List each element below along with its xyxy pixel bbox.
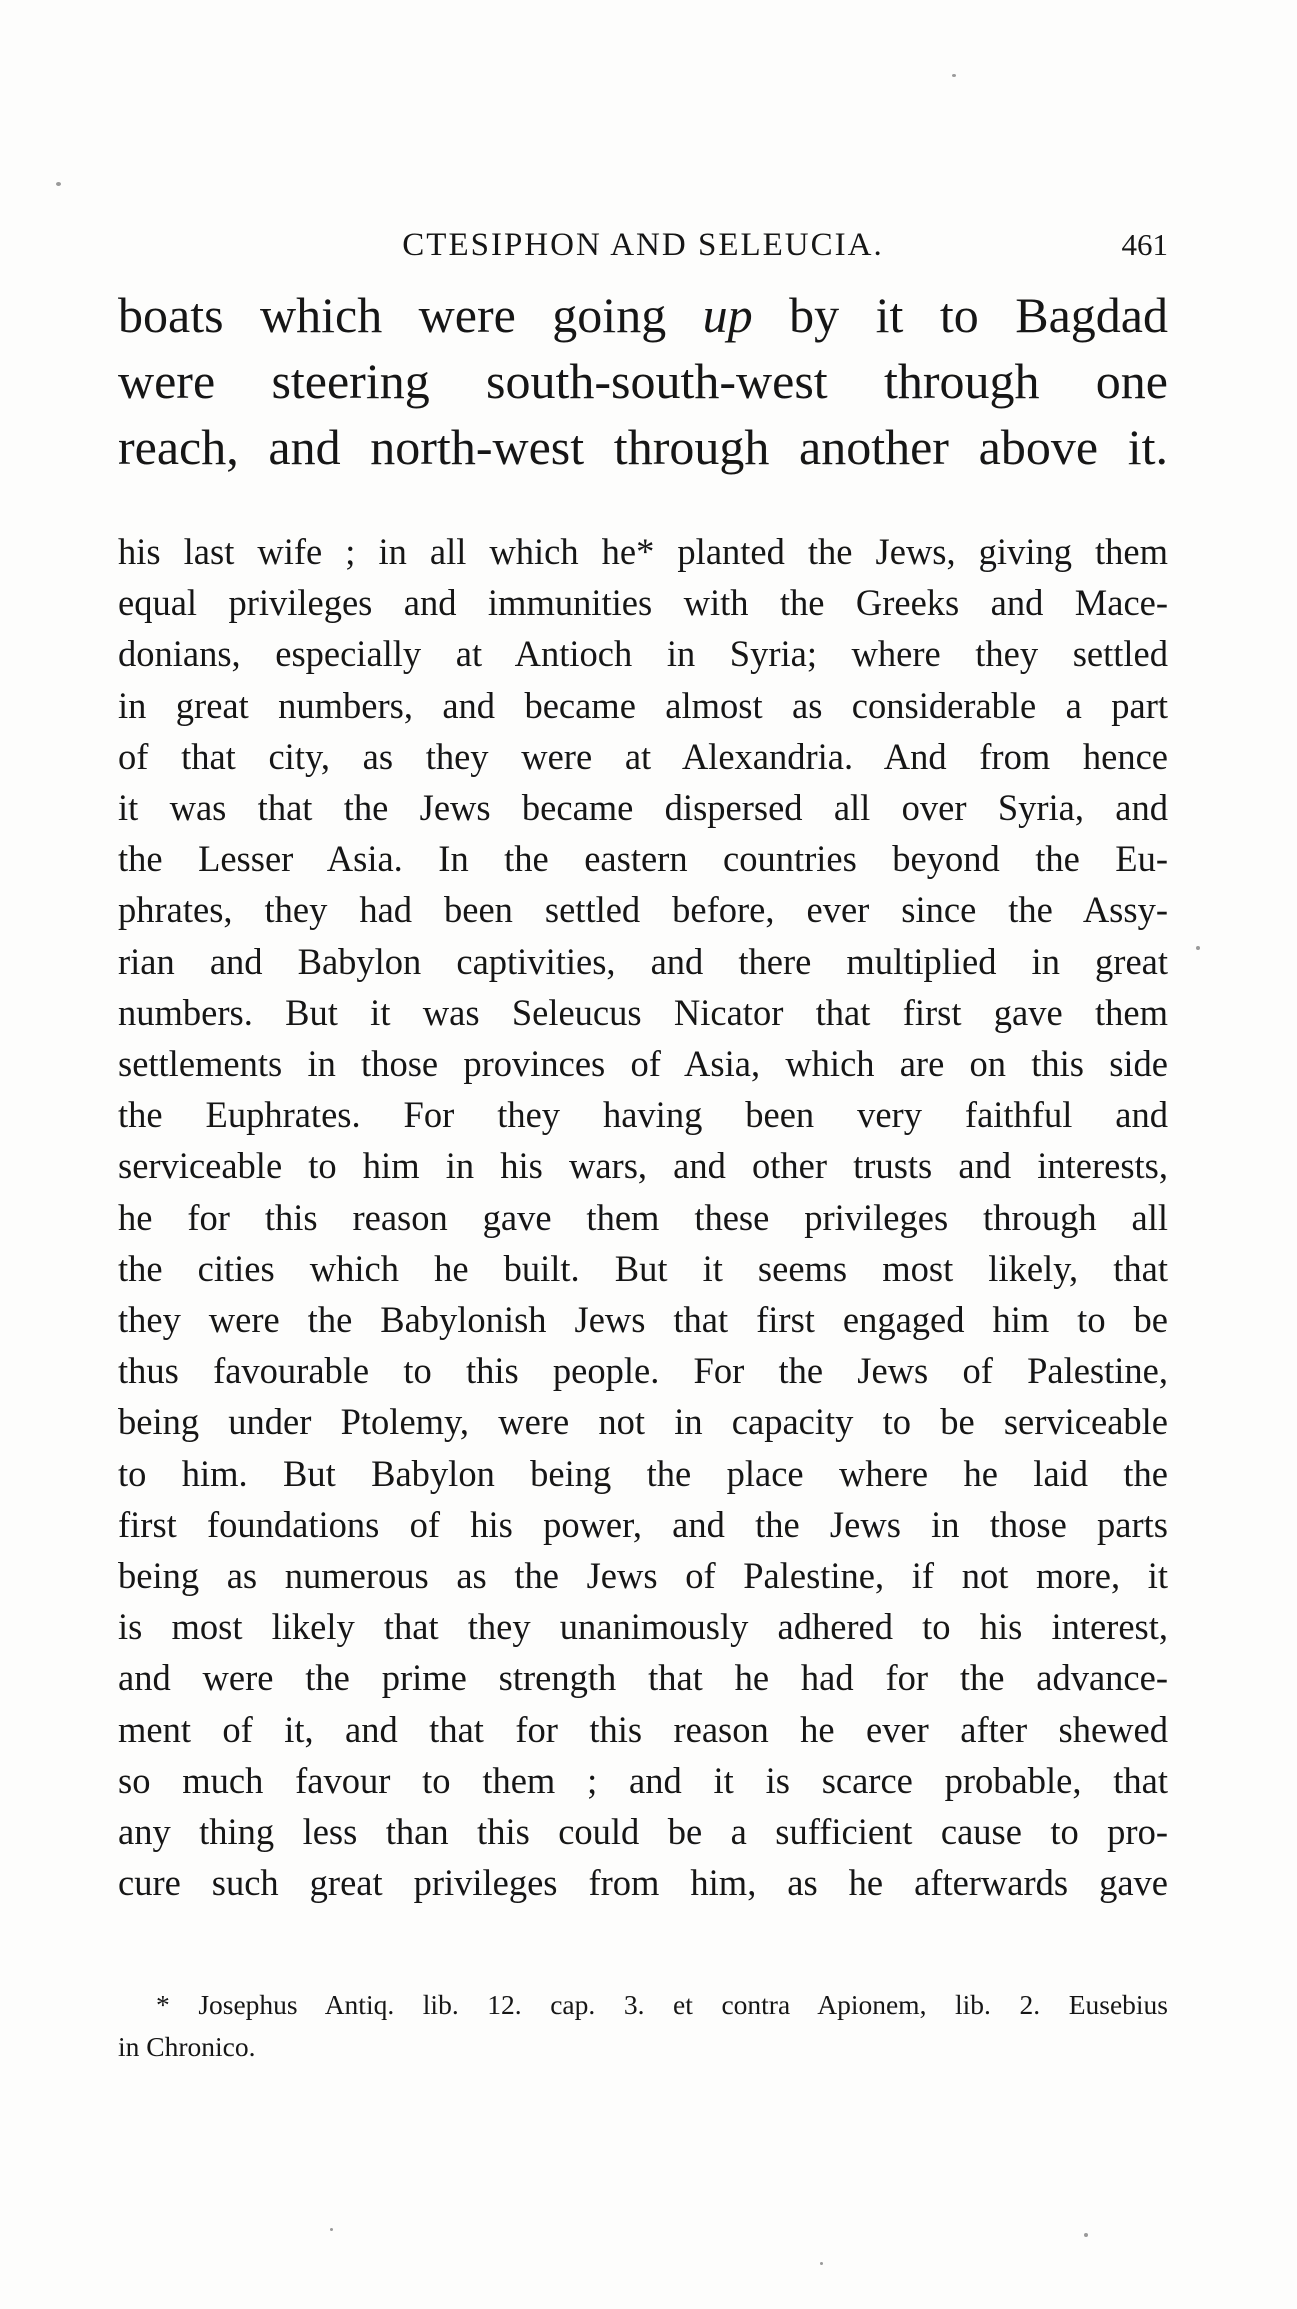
footnote bbox=[118, 1984, 1168, 2068]
body-line: the Euphrates. For they having been very faithful and bbox=[118, 1094, 1168, 1136]
body-line: he for this reason gave them these privileges through all bbox=[118, 1196, 1168, 1238]
footnote-line: * Josephus Antiq. lib. 12. cap. 3. et contra Apionem, lib. 2. Eusebius bbox=[156, 1989, 1168, 2020]
body-line: of that city, as they were at Alexandria. And from hence bbox=[118, 735, 1168, 777]
body-line: thus favourable to this people. For the Jews of Palestine, bbox=[118, 1350, 1168, 1392]
body-line: the cities which he built. But it seems most likely, that bbox=[118, 1247, 1168, 1289]
paper-speck bbox=[952, 74, 956, 77]
body-line: donians, especially at Antioch in Syria; where they settled bbox=[118, 633, 1168, 675]
body-line: his last wife ; in all which he* planted the Jews, giving them bbox=[118, 531, 1168, 572]
lead-text-segment: by it to Bagdad bbox=[752, 287, 1168, 343]
footnote-line: in Chronico. bbox=[118, 2031, 256, 2062]
body-line: any thing less than this could be a sufficient cause to pro- bbox=[118, 1811, 1168, 1853]
body-line: the Lesser Asia. In the eastern countries beyond the Eu- bbox=[118, 838, 1168, 880]
body-line: phrates, they had been settled before, ever since the Assy- bbox=[118, 889, 1168, 931]
body-line: cure such great privileges from him, as he afterwards gave bbox=[118, 1862, 1168, 1904]
lead-line: reach, and north-west through another above it. bbox=[118, 419, 1168, 475]
body-line: rian and Babylon captivities, and there multiplied in great bbox=[118, 940, 1168, 982]
body-line: ment of it, and that for this reason he ever after shewed bbox=[118, 1708, 1168, 1750]
page-number: 461 bbox=[1121, 227, 1168, 262]
body-line: equal privileges and immunities with the Greeks and Mace- bbox=[118, 582, 1168, 624]
lead-text-segment: boats which were going bbox=[118, 287, 703, 343]
body-line: being as numerous as the Jews of Palestine, if not more, it bbox=[118, 1555, 1168, 1597]
body-line: they were the Babylonish Jews that first engaged him to be bbox=[118, 1299, 1168, 1341]
paper-speck bbox=[1084, 2233, 1088, 2237]
body-line: and were the prime strength that he had for the advance- bbox=[118, 1657, 1168, 1699]
paper-speck bbox=[1196, 946, 1200, 950]
body-paragraph bbox=[118, 526, 1168, 1908]
body-line: first foundations of his power, and the Jews in those parts bbox=[118, 1503, 1168, 1545]
lead-italic-word: up bbox=[702, 287, 753, 343]
lead-line bbox=[118, 282, 1168, 348]
body-line: being under Ptolemy, were not in capacity to be serviceable bbox=[118, 1401, 1168, 1443]
running-head bbox=[118, 222, 1168, 268]
running-title: CTESIPHON AND SELEUCIA. bbox=[402, 227, 884, 263]
body-line: to him. But Babylon being the place where he laid the bbox=[118, 1452, 1168, 1494]
paper-speck bbox=[820, 2262, 823, 2265]
paper-speck bbox=[56, 182, 61, 186]
body-line: settlements in those provinces of Asia, which are on this side bbox=[118, 1043, 1168, 1085]
lead-paragraph bbox=[118, 282, 1168, 480]
body-line: is most likely that they unanimously adhered to his interest, bbox=[118, 1606, 1168, 1648]
body-line: it was that the Jews became dispersed all over Syria, and bbox=[118, 787, 1168, 829]
paper-speck bbox=[330, 2228, 333, 2231]
body-line: so much favour to them ; and it is scarce probable, that bbox=[118, 1759, 1168, 1801]
body-line: serviceable to him in his wars, and other trusts and interests, bbox=[118, 1145, 1168, 1187]
body-line: in great numbers, and became almost as considerable a part bbox=[118, 684, 1168, 726]
body-line: numbers. But it was Seleucus Nicator that first gave them bbox=[118, 991, 1168, 1033]
lead-line: were steering south-south-west through one bbox=[118, 353, 1168, 409]
